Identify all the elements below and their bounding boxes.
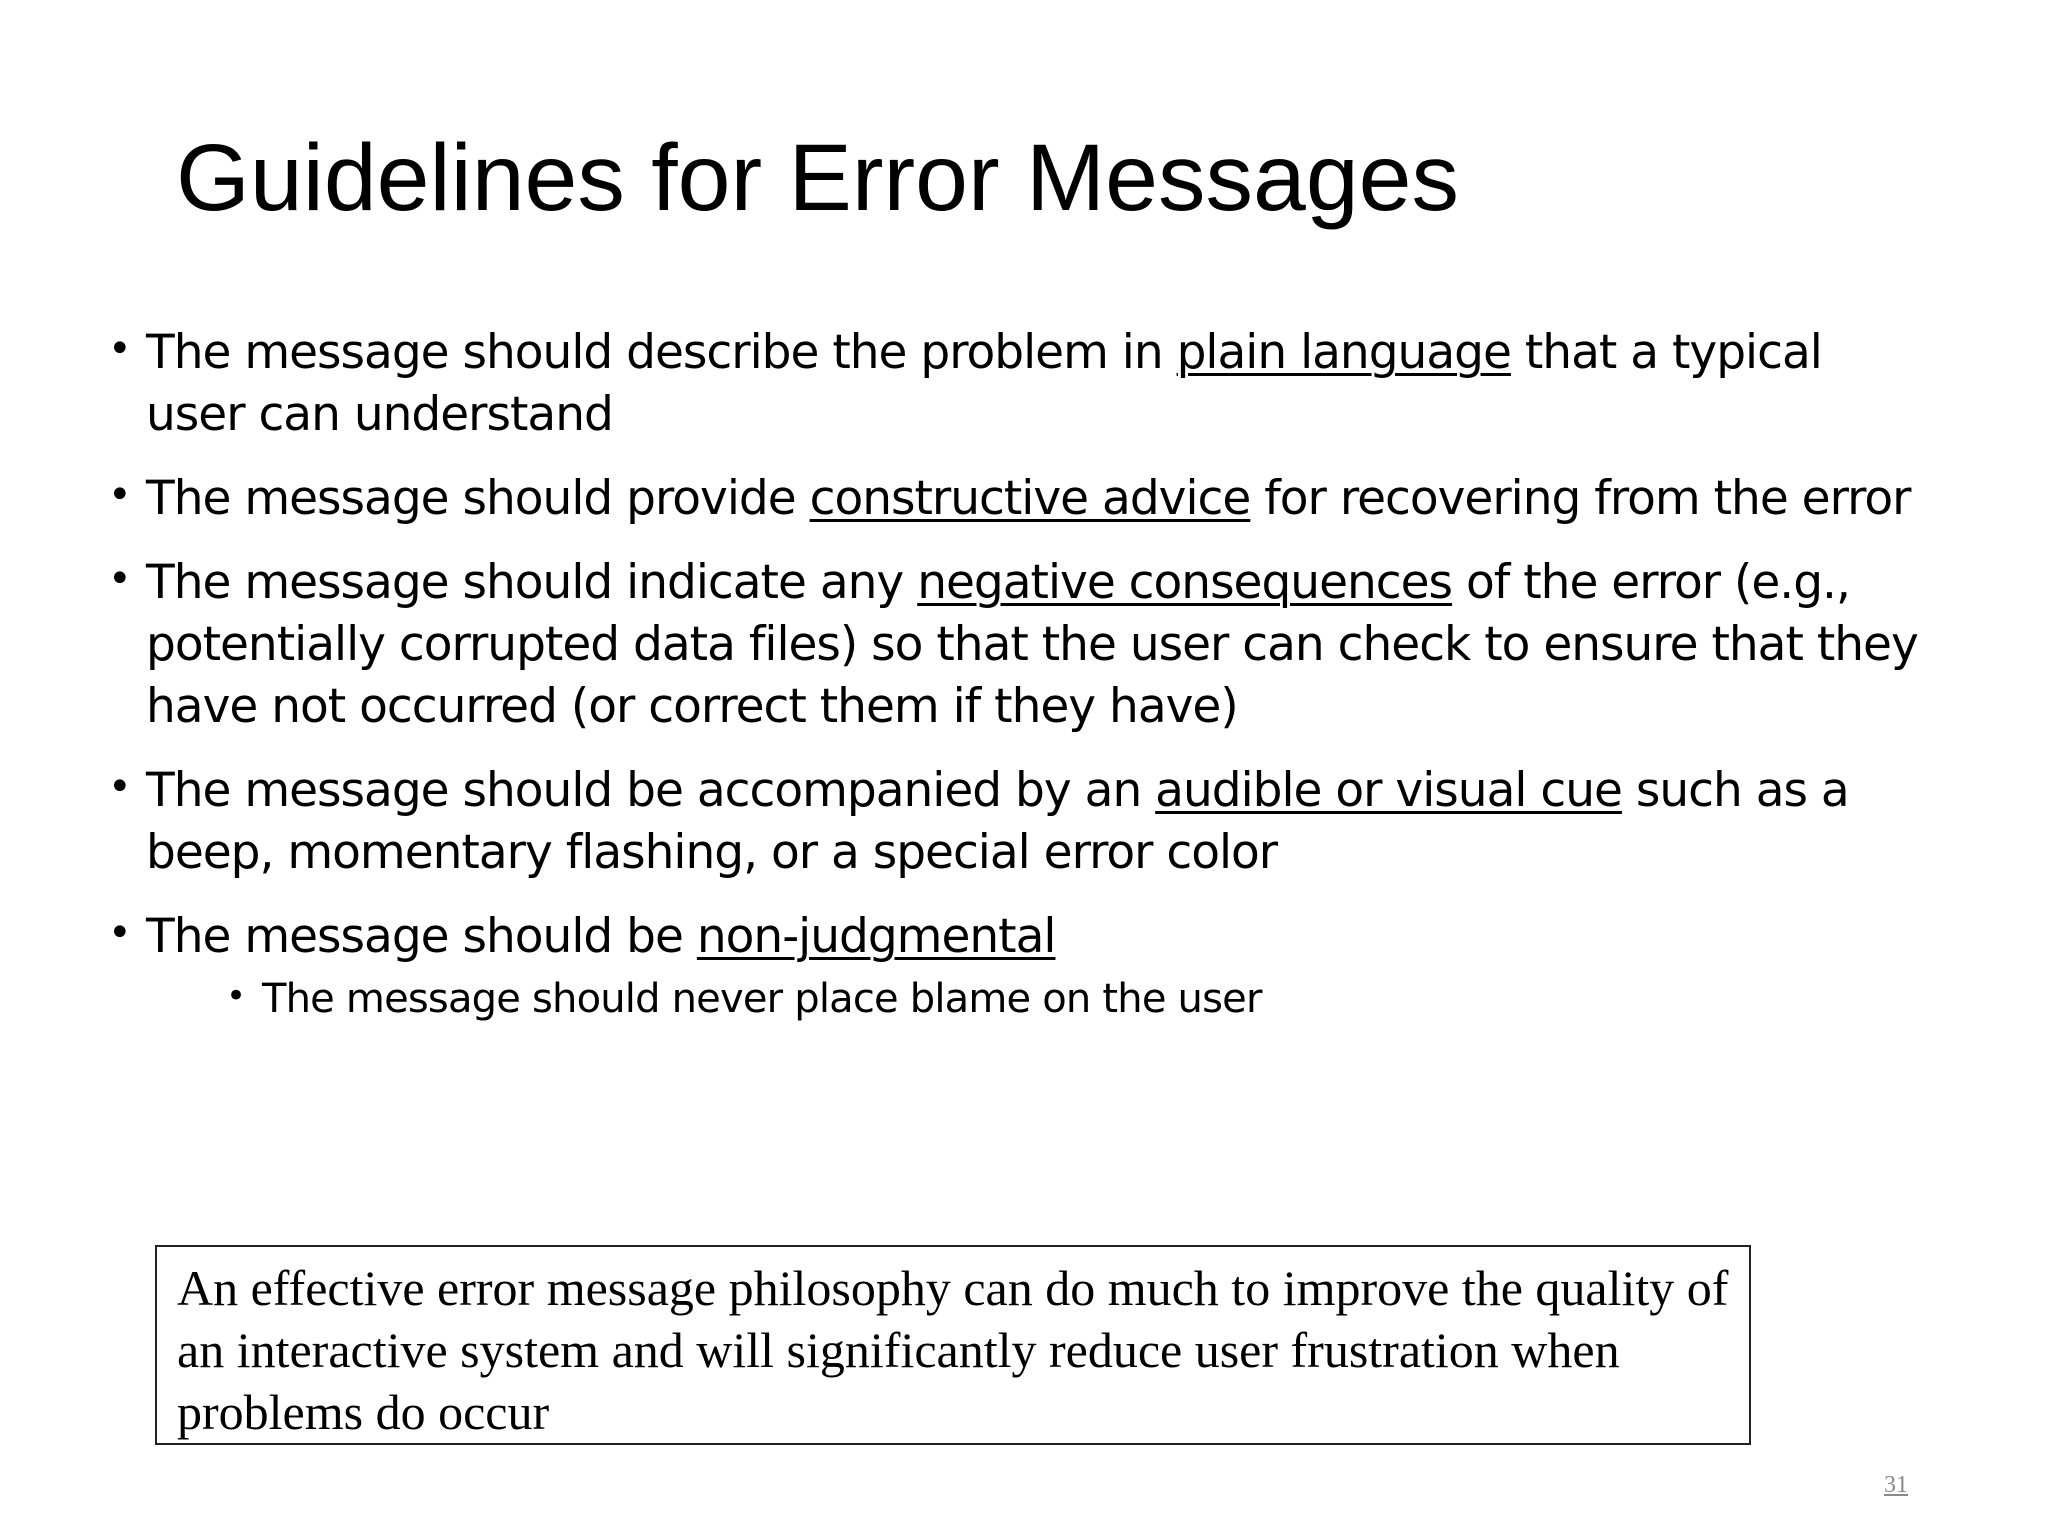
sub-bullet-item xyxy=(222,972,1934,1026)
bullet-dot-icon: • xyxy=(108,764,131,810)
bullet-item xyxy=(104,322,1934,446)
sub-bullet-text: The message should never place blame on the user xyxy=(262,976,1262,1022)
page-number: 31 xyxy=(1884,1472,1908,1498)
bullet-item xyxy=(104,552,1934,738)
bullet-text: such as a beep, momentary flashing, or a special error color xyxy=(146,763,1849,880)
bullet-text: of the error (e.g., potentially corrupted data files) so that the user can check to ensure that they have not occurred (or correct them if they have) xyxy=(146,555,1918,734)
quote-text: An effective error message philosophy can do much to improve the quality of an interactive system and will significantly reduce user frustration when problems do occur xyxy=(177,1260,1729,1440)
bullet-emphasis: negative consequences xyxy=(917,555,1453,610)
bullet-dot-icon: • xyxy=(108,472,131,518)
bullet-list xyxy=(104,322,1934,1048)
bullet-item xyxy=(104,468,1934,530)
slide-title: Guidelines for Error Messages xyxy=(176,125,1460,231)
bullet-dot-icon: • xyxy=(108,556,131,602)
bullet-emphasis: audible or visual cue xyxy=(1155,763,1622,818)
bullet-emphasis: non-judgmental xyxy=(696,909,1056,964)
bullet-text: The message should be accompanied by an xyxy=(146,763,1156,818)
bullet-dot-icon: • xyxy=(108,326,131,372)
bullet-text: for recovering from the error xyxy=(1250,471,1911,526)
bullet-item xyxy=(104,760,1934,884)
bullet-emphasis: plain language xyxy=(1176,325,1511,380)
bullet-text: The message should be xyxy=(146,909,697,964)
sub-bullet-list xyxy=(146,972,1934,1026)
bullet-text: The message should provide xyxy=(146,471,810,526)
bullet-item xyxy=(104,906,1934,1026)
sub-bullet-dot-icon: • xyxy=(226,976,246,1016)
bullet-text: The message should describe the problem in xyxy=(146,325,1177,380)
bullet-dot-icon: • xyxy=(108,910,131,956)
bullet-text: The message should indicate any xyxy=(146,555,918,610)
bullet-emphasis: constructive advice xyxy=(809,471,1251,526)
quote-box xyxy=(155,1245,1751,1445)
bullet-text: that a typical user can understand xyxy=(146,325,1822,442)
